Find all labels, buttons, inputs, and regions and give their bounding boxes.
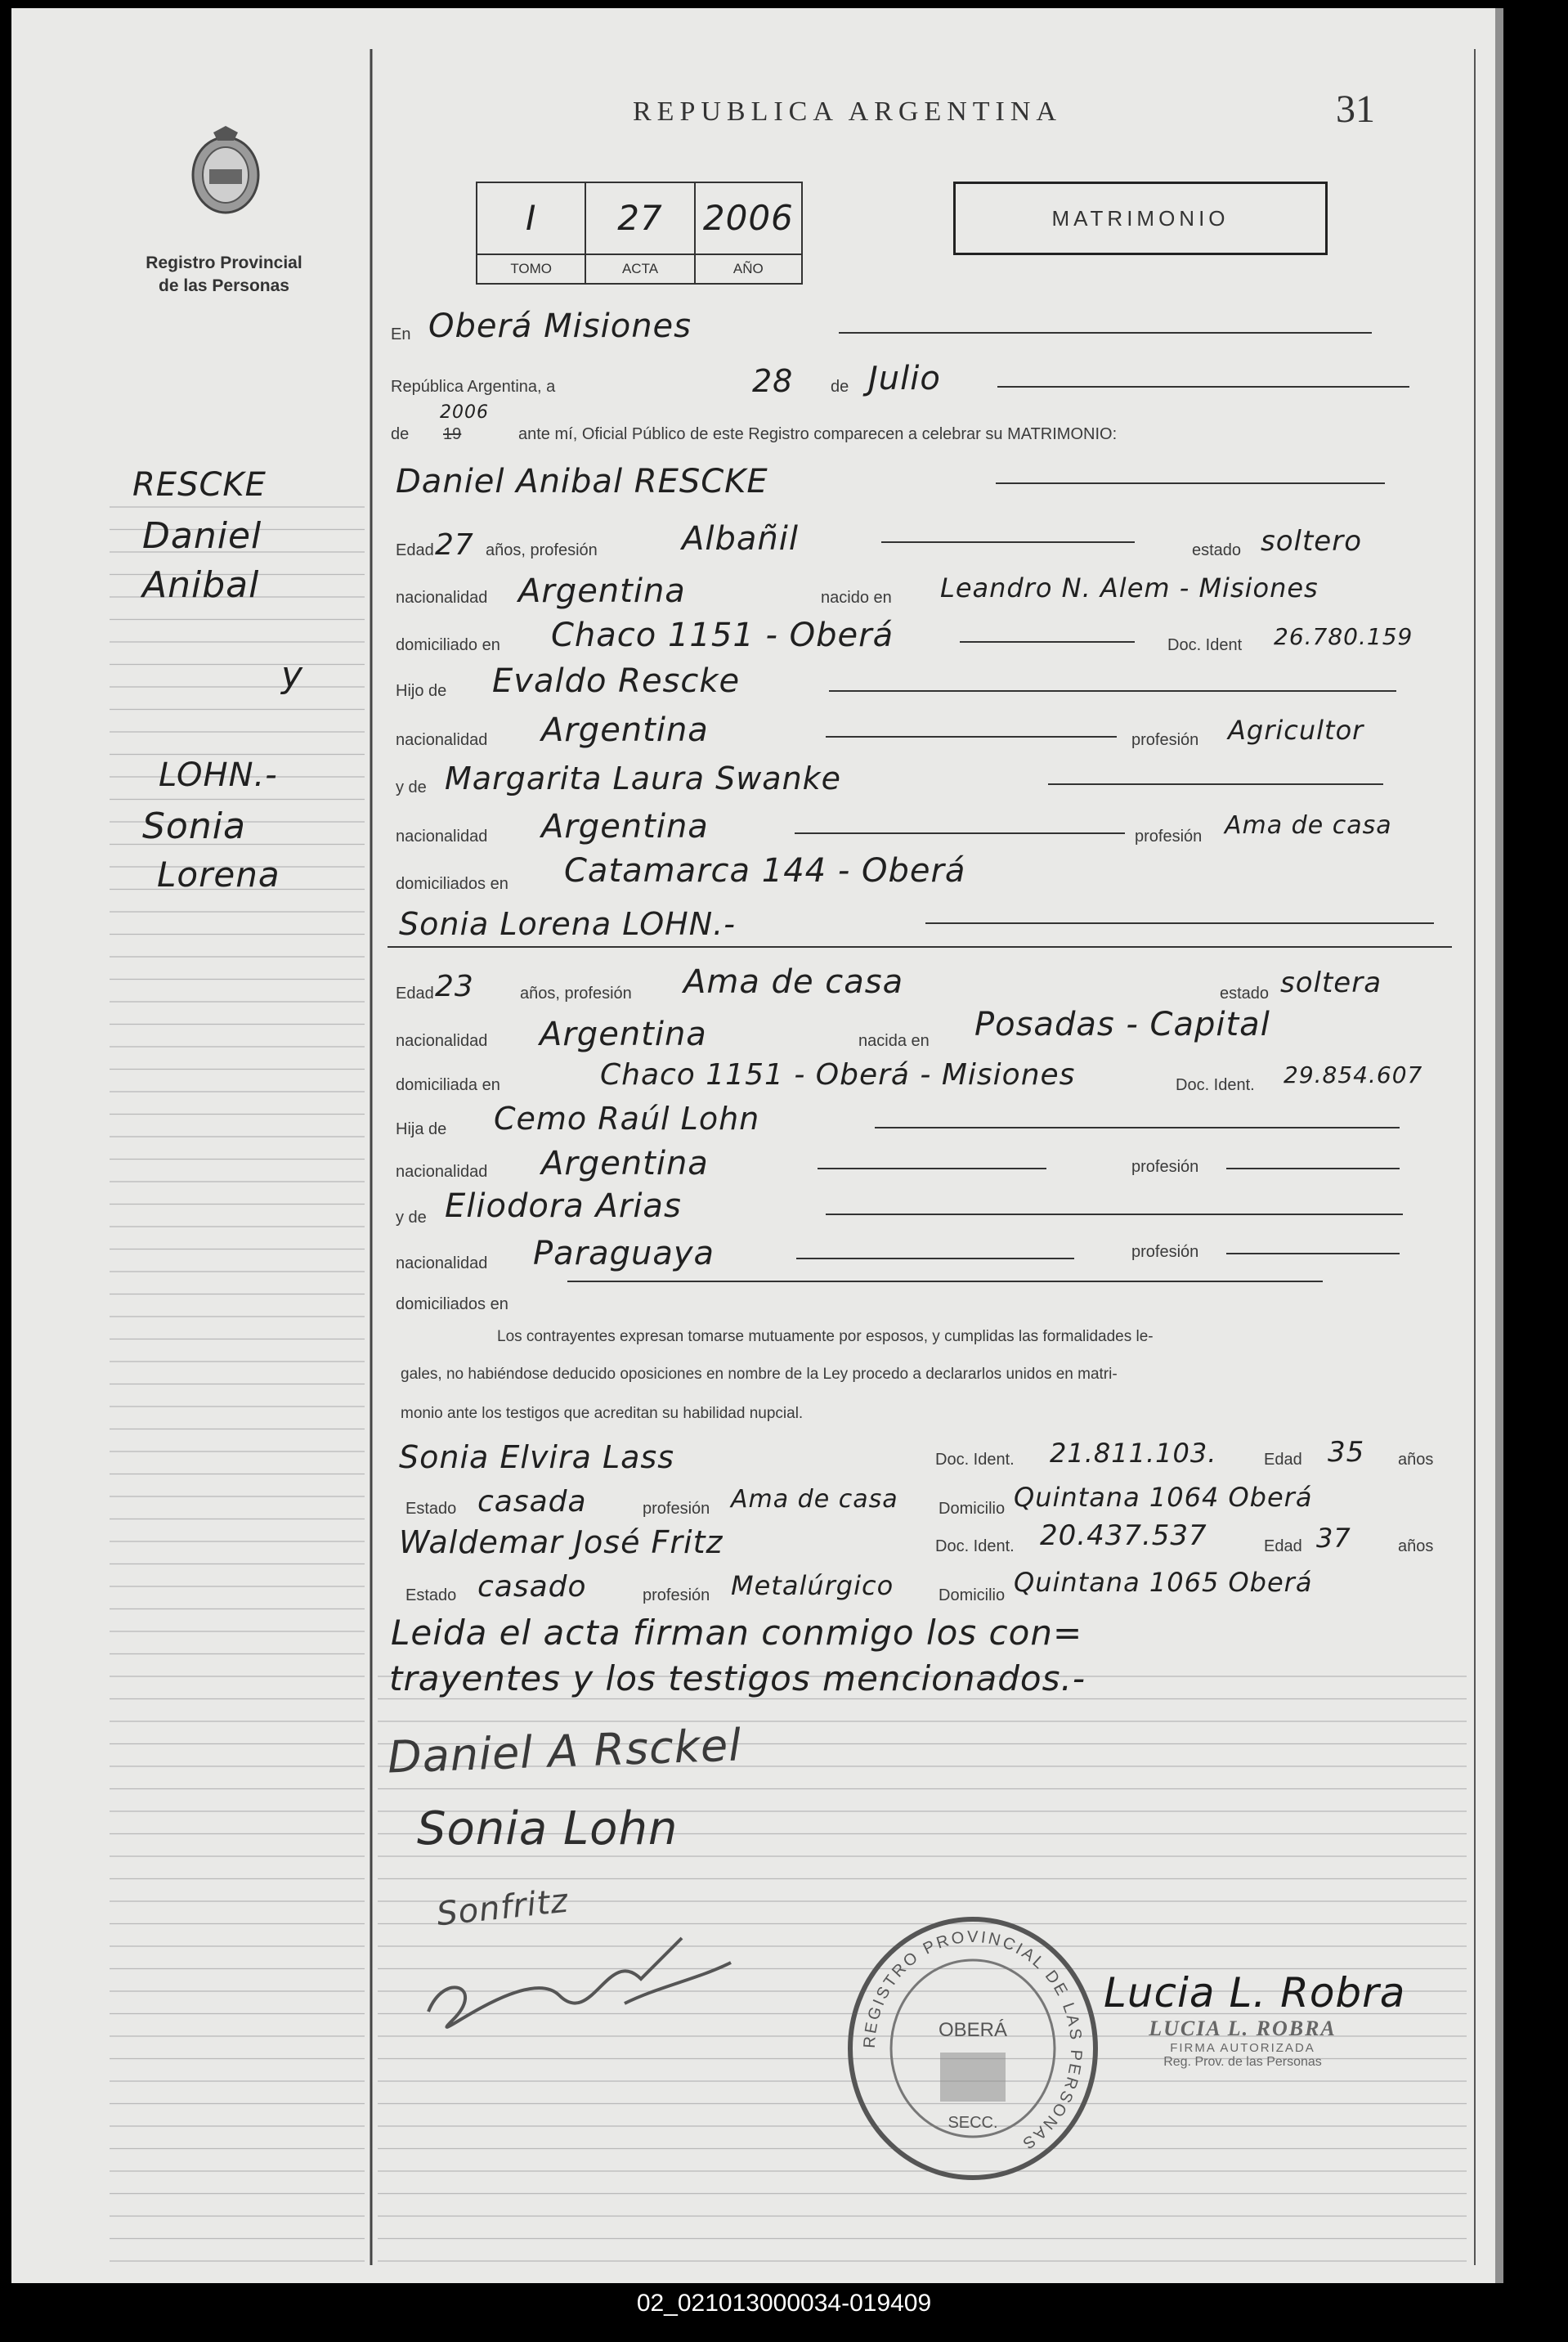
groom-edad: 27 bbox=[435, 528, 474, 562]
bride-padre-nac-label: nacionalidad bbox=[396, 1163, 488, 1181]
acta-label: ACTA bbox=[586, 255, 695, 283]
groom-name: Daniel Anibal RESCKE bbox=[396, 463, 768, 500]
groom-madre-nac-dash bbox=[795, 832, 1125, 834]
groom-padre-prof-label: profesión bbox=[1131, 731, 1199, 749]
witness1-doc: 21.811.103. bbox=[1050, 1438, 1217, 1469]
official-signature: Lucia L. Robra bbox=[1104, 1969, 1406, 2017]
bride-nacionalidad-label: nacionalidad bbox=[396, 1032, 488, 1050]
acta-value: 27 bbox=[586, 183, 695, 253]
registry-name-line2: de las Personas bbox=[159, 276, 289, 295]
provincial-crest-icon bbox=[185, 124, 267, 222]
groom-madre-nac-label: nacionalidad bbox=[396, 828, 488, 846]
year-struck: 19 bbox=[443, 425, 462, 443]
registry-name bbox=[142, 252, 306, 298]
bride-edad: 23 bbox=[435, 970, 474, 1003]
seal-ring-text: REGISTRO PROVINCIAL DE LAS PERSONAS bbox=[860, 1927, 1086, 2154]
register-page bbox=[11, 8, 1503, 2283]
official-stamp-title: FIRMA AUTORIZADA bbox=[1170, 2041, 1315, 2055]
groom-doc: 26.780.159 bbox=[1274, 623, 1413, 650]
page-number: 31 bbox=[1336, 87, 1375, 131]
bride-madre: Eliodora Arias bbox=[445, 1187, 682, 1225]
signature-bride: Sonia Lohn bbox=[417, 1802, 679, 1855]
groom-padres-dom-label: domiciliados en bbox=[396, 875, 508, 893]
declaration-line1: Los contrayentes expresan tomarse mutuamente por esposos, y cumplidas las formalidades le- bbox=[497, 1328, 1154, 1345]
signature-scribble-icon bbox=[396, 1914, 739, 2044]
bride-madre-nac-label: nacionalidad bbox=[396, 1254, 488, 1272]
ante-text: ante mí, Oficial Público de este Registro comparecen a celebrar su MATRIMONIO: bbox=[518, 425, 1118, 443]
witness1-edad-label: Edad bbox=[1264, 1451, 1302, 1469]
bride-anos-profesion-label: años, profesión bbox=[520, 985, 632, 1003]
bride-name: Sonia Lorena LOHN.- bbox=[399, 906, 736, 942]
groom-nacionalidad: Argentina bbox=[518, 572, 686, 610]
bride-madre-label: y de bbox=[396, 1209, 427, 1227]
groom-edad-label: Edad bbox=[396, 541, 434, 559]
groom-domicilio: Chaco 1151 - Oberá bbox=[551, 617, 894, 654]
ruled-lines bbox=[11, 8, 1495, 2283]
witness1-name: Sonia Elvira Lass bbox=[399, 1439, 675, 1475]
groom-padre-nac-dash bbox=[826, 736, 1117, 738]
en-label: En bbox=[391, 325, 411, 343]
groom-estado-label: estado bbox=[1192, 541, 1242, 559]
groom-domicilio-label: domiciliado en bbox=[396, 636, 500, 654]
witness2-estado: casado bbox=[477, 1570, 587, 1604]
groom-nacido: Leandro N. Alem - Misiones bbox=[940, 572, 1319, 603]
witness2-profesion-label: profesión bbox=[643, 1586, 710, 1604]
groom-padre-nac-label: nacionalidad bbox=[396, 731, 488, 749]
groom-madre: Margarita Laura Swanke bbox=[445, 760, 842, 796]
witness2-doc: 20.437.537 bbox=[1040, 1519, 1207, 1552]
margin-note-name4: Lorena bbox=[157, 855, 280, 895]
groom-padres-dom: Catamarca 144 - Oberá bbox=[564, 852, 966, 890]
witness1-domicilio: Quintana 1064 Oberá bbox=[1014, 1482, 1313, 1513]
margin-note-surname2: LOHN.- bbox=[159, 756, 278, 794]
groom-madre-nac: Argentina bbox=[541, 808, 709, 846]
bride-edad-label: Edad bbox=[396, 985, 434, 1003]
witness2-profesion: Metalúrgico bbox=[731, 1570, 894, 1601]
closing-line1: Leida el acta firman conmigo los con= bbox=[391, 1613, 1083, 1653]
witness1-estado-label: Estado bbox=[405, 1500, 457, 1518]
witness2-name: Waldemar José Fritz bbox=[399, 1524, 724, 1560]
bride-nacionalidad: Argentina bbox=[540, 1016, 707, 1053]
groom-anos-profesion-label: años, profesión bbox=[486, 541, 598, 559]
groom-padre-nac: Argentina bbox=[541, 711, 709, 749]
declaration-line2: gales, no habiéndose deducido oposiciones en nombre de la Ley procedo a declararlos unidos en matri- bbox=[401, 1366, 1118, 1383]
witness1-profesion-label: profesión bbox=[643, 1500, 710, 1518]
bride-madre-dash bbox=[826, 1214, 1403, 1215]
en-dash bbox=[839, 332, 1372, 334]
signature-witness: Sonfritz bbox=[435, 1882, 571, 1934]
bride-padres-dom-dash bbox=[567, 1281, 1323, 1282]
groom-estado: soltero bbox=[1261, 525, 1362, 558]
anio-label: AÑO bbox=[732, 261, 764, 276]
bride-name-dash bbox=[925, 922, 1434, 924]
republica-label: República Argentina, a bbox=[391, 378, 556, 396]
year-de-label: de bbox=[391, 425, 410, 443]
margin-note-name1: Daniel bbox=[142, 515, 262, 557]
witness1-edad: 35 bbox=[1328, 1436, 1365, 1469]
witness2-anos-label: años bbox=[1398, 1537, 1434, 1555]
image-id-footer: 02_021013000034-019409 bbox=[636, 2290, 932, 2317]
bride-nacida: Posadas - Capital bbox=[974, 1006, 1270, 1043]
groom-madre-label: y de bbox=[396, 778, 427, 796]
tomo-label: TOMO bbox=[477, 255, 586, 283]
bride-nacida-label: nacida en bbox=[858, 1032, 930, 1050]
anio-value: 2006 bbox=[702, 198, 794, 238]
official-seal-icon bbox=[842, 1914, 1104, 2183]
witness1-doc-label: Doc. Ident. bbox=[935, 1451, 1015, 1469]
margin-note-y: y bbox=[281, 654, 304, 696]
groom-madre-prof-label: profesión bbox=[1135, 828, 1203, 846]
margin-note-name3: Sonia bbox=[142, 805, 246, 847]
groom-domicilio-dash bbox=[960, 641, 1135, 643]
month-value: Julio bbox=[868, 360, 941, 397]
official-stamp-org: Reg. Prov. de las Personas bbox=[1163, 2055, 1322, 2069]
bride-madre-prof-dash bbox=[1226, 1253, 1400, 1254]
year-value: 2006 bbox=[440, 402, 489, 423]
bride-madre-prof-label: profesión bbox=[1131, 1243, 1199, 1261]
bride-padre-prof-dash bbox=[1226, 1168, 1400, 1169]
witness2-edad-label: Edad bbox=[1264, 1537, 1302, 1555]
record-index-box bbox=[476, 182, 803, 285]
bride-doc-label: Doc. Ident. bbox=[1176, 1076, 1255, 1094]
declaration-line3: monio ante los testigos que acreditan su habilidad nupcial. bbox=[401, 1405, 804, 1422]
bride-domicilio-label: domiciliada en bbox=[396, 1076, 500, 1094]
bride-doc: 29.854.607 bbox=[1284, 1061, 1423, 1088]
signature-groom: Daniel A Rsckel bbox=[387, 1719, 743, 1783]
bride-padre-nac-dash bbox=[818, 1168, 1046, 1169]
bride-padres-dom-label: domiciliados en bbox=[396, 1295, 508, 1313]
witness2-domicilio: Quintana 1065 Oberá bbox=[1014, 1567, 1313, 1598]
bride-padre-nac: Argentina bbox=[541, 1145, 709, 1182]
bride-madre-nac: Paraguaya bbox=[533, 1235, 715, 1272]
bride-hija-label: Hija de bbox=[396, 1120, 447, 1138]
groom-doc-label: Doc. Ident bbox=[1167, 636, 1243, 654]
bride-padre-prof-label: profesión bbox=[1131, 1158, 1199, 1176]
tomo-value: I bbox=[477, 183, 586, 253]
groom-padre-dash bbox=[829, 690, 1396, 692]
bride-estado: soltera bbox=[1280, 967, 1382, 999]
official-stamp bbox=[1104, 2017, 1382, 2070]
witness1-estado: casada bbox=[477, 1485, 587, 1519]
witness2-domicilio-label: Domicilio bbox=[939, 1586, 1006, 1604]
groom-profesion: Albañil bbox=[682, 520, 799, 558]
day-value: 28 bbox=[752, 363, 794, 399]
groom-profesion-dash bbox=[881, 541, 1135, 543]
margin-note-surname: RESCKE bbox=[132, 466, 267, 504]
seal-center-text: OBERÁ bbox=[938, 2019, 1008, 2041]
witness2-edad: 37 bbox=[1316, 1523, 1351, 1554]
bride-padre-dash bbox=[875, 1127, 1400, 1128]
witness2-estado-label: Estado bbox=[405, 1586, 457, 1604]
en-value: Oberá Misiones bbox=[428, 307, 692, 345]
witness1-anos-label: años bbox=[1398, 1451, 1434, 1469]
groom-madre-dash bbox=[1048, 783, 1383, 785]
bride-domicilio: Chaco 1151 - Oberá - Misiones bbox=[600, 1058, 1076, 1092]
groom-hijo-label: Hijo de bbox=[396, 682, 447, 700]
groom-padre: Evaldo Rescke bbox=[492, 662, 741, 700]
margin-note-name2: Anibal bbox=[142, 564, 260, 606]
bride-padre: Cemo Raúl Lohn bbox=[494, 1101, 760, 1137]
groom-padre-prof: Agricultor bbox=[1228, 715, 1364, 746]
witness2-doc-label: Doc. Ident. bbox=[935, 1537, 1015, 1555]
bride-profesion: Ama de casa bbox=[683, 963, 904, 1001]
groom-madre-prof: Ama de casa bbox=[1225, 811, 1392, 840]
groom-nacido-label: nacido en bbox=[821, 589, 892, 607]
act-type-box: MATRIMONIO bbox=[953, 182, 1328, 255]
groom-nacionalidad-label: nacionalidad bbox=[396, 589, 488, 607]
day-de-label: de bbox=[831, 378, 849, 396]
month-dash bbox=[997, 386, 1409, 388]
witness1-domicilio-label: Domicilio bbox=[939, 1500, 1006, 1518]
registry-name-line1: Registro Provincial bbox=[146, 253, 302, 272]
seal-bottom-text: SECC. bbox=[948, 2114, 998, 2132]
bride-madre-nac-dash bbox=[796, 1258, 1074, 1259]
bride-estado-label: estado bbox=[1220, 985, 1270, 1003]
groom-name-dash bbox=[996, 482, 1385, 484]
official-stamp-name: LUCIA L. ROBRA bbox=[1149, 2017, 1337, 2040]
closing-line2: trayentes y los testigos mencionados.- bbox=[389, 1658, 1086, 1698]
country-title: REPUBLICA ARGENTINA bbox=[633, 96, 1062, 127]
witness1-profesion: Ama de casa bbox=[731, 1485, 898, 1514]
